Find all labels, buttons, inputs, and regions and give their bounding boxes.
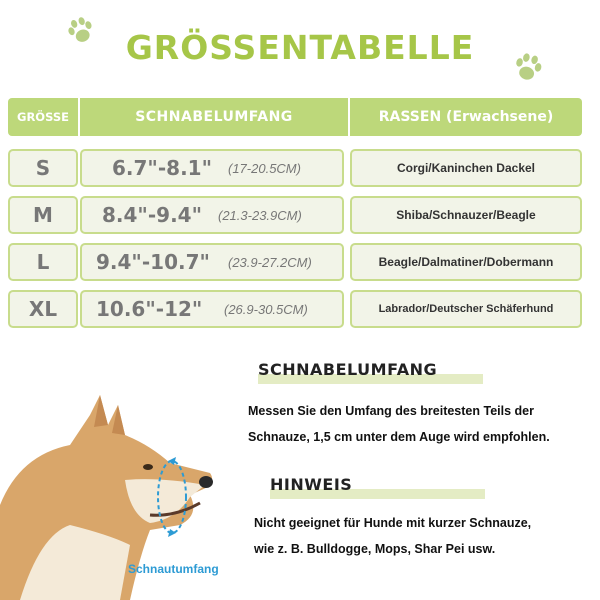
inch-range: 9.4"-10.7" (96, 250, 210, 274)
section-text-line: Schnauze, 1,5 cm unter dem Auge wird empfohlen. (248, 430, 550, 444)
muzzle-measurement-label: Schnautumfang (128, 562, 219, 576)
breeds-cell (350, 149, 582, 187)
size-value: M (33, 203, 53, 227)
circumference-cell (80, 196, 344, 234)
section-heading-note (270, 475, 485, 505)
size-value: XL (28, 297, 58, 321)
cm-range: (17-20.5CM) (228, 161, 301, 176)
size-table-header (8, 98, 582, 136)
inch-range: 10.6"-12" (96, 297, 203, 321)
table-row (8, 149, 582, 187)
breeds-value: Corgi/Kaninchen Dackel (396, 161, 536, 175)
breeds-cell (350, 243, 582, 281)
breeds-cell (350, 290, 582, 328)
header-circumference: SCHNABELUMFANG (135, 109, 293, 125)
size-cell (8, 290, 78, 328)
cm-range: (21.3-23.9CM) (218, 208, 302, 223)
table-row (8, 196, 582, 234)
section-text-line: wie z. B. Bulldogge, Mops, Shar Pei usw. (254, 542, 496, 556)
circumference-cell (80, 290, 344, 328)
cm-range: (23.9-27.2CM) (228, 255, 312, 270)
header-size: GRÖSSE (17, 110, 69, 124)
section-text-line: Nicht geeignet für Hunde mit kurzer Schnauze, (254, 516, 532, 530)
breeds-value: Shiba/Schnauzer/Beagle (396, 208, 536, 222)
inch-range: 6.7"-8.1" (112, 156, 212, 180)
section-heading-circumference (258, 360, 483, 390)
size-cell (8, 243, 78, 281)
size-cell (8, 149, 78, 187)
cm-range: (26.9-30.5CM) (224, 302, 308, 317)
size-value: S (35, 156, 51, 180)
breeds-cell (350, 196, 582, 234)
section-heading-text: HINWEIS (270, 475, 353, 494)
size-value: L (36, 250, 50, 274)
size-cell (8, 196, 78, 234)
paw-icon (512, 52, 544, 84)
circumference-cell (80, 243, 344, 281)
breeds-value: Labrador/Deutscher Schäferhund (378, 303, 554, 315)
section-text-line: Messen Sie den Umfang des breitesten Teils der (248, 404, 534, 418)
table-row (8, 290, 582, 328)
section-heading-text: SCHNABELUMFANG (258, 360, 438, 379)
header-breeds: RASSEN (Erwachsene) (378, 109, 554, 125)
circumference-cell (80, 149, 344, 187)
table-row (8, 243, 582, 281)
page-title: GRÖSSENTABELLE (125, 28, 475, 67)
breeds-value: Beagle/Dalmatiner/Dobermann (378, 255, 554, 269)
inch-range: 8.4"-9.4" (102, 203, 202, 227)
